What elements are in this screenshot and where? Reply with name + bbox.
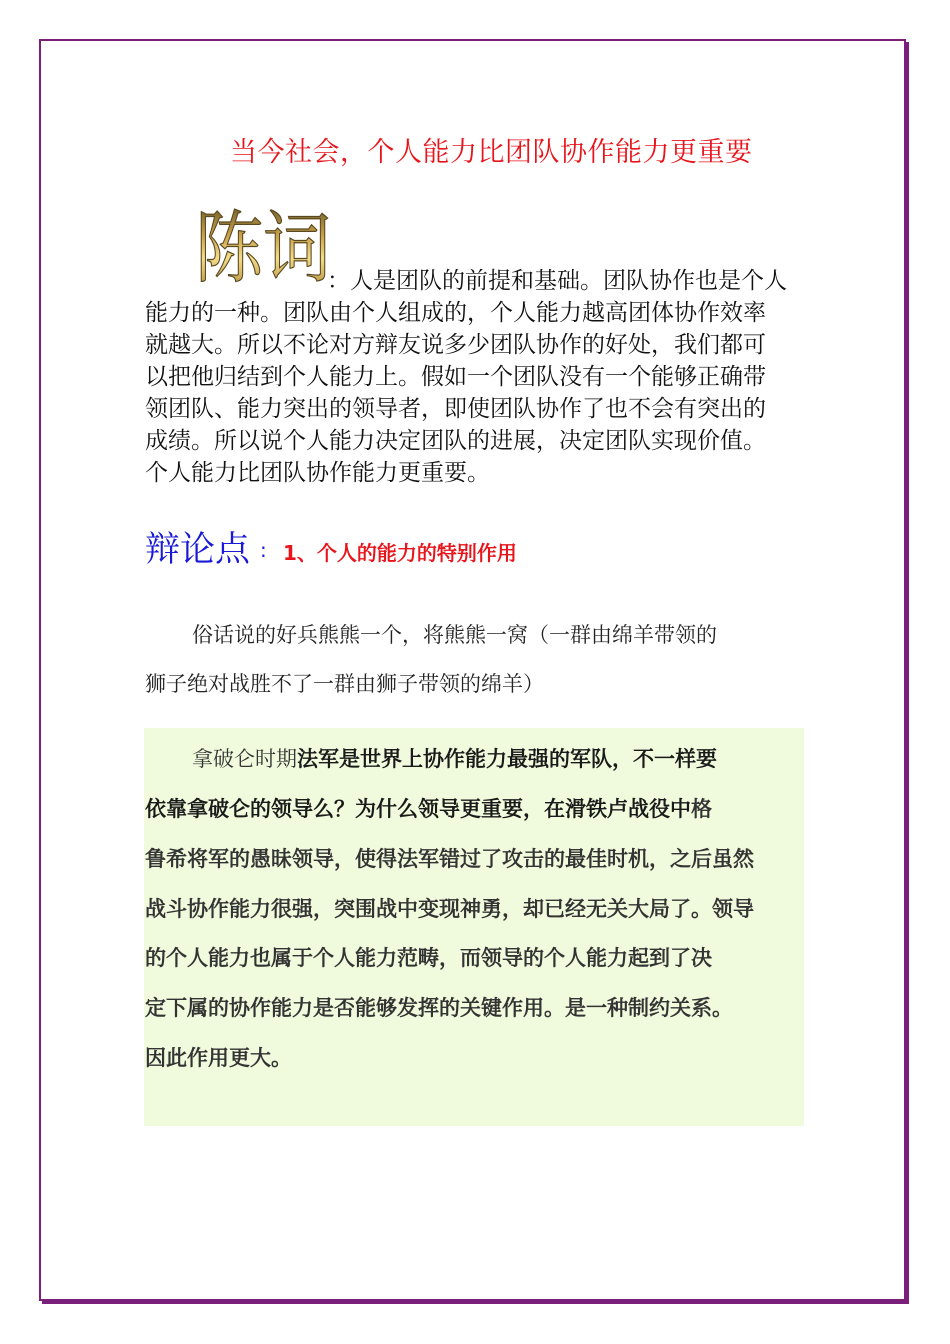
intro-line: 个人能力比团队协作能力更重要。 (145, 460, 490, 486)
wordart-chenci (193, 195, 335, 294)
svg-text:陈词: 陈词 (195, 204, 331, 294)
highlight-text-bold: 法军是世界上协作能力最强的军队，不一样要 (297, 747, 717, 771)
intro-line: 成绩。所以说个人能力决定团队的进展，决定团队实现价值。 (145, 428, 766, 454)
highlight-text-bold: 依靠拿破仑的领导么？为什么领导更重要，在滑铁卢战役中 (145, 797, 691, 821)
wordart-graphic (193, 195, 335, 294)
highlight-line: 的个人能力也属于个人能力范畴，而领导的个人能力起到了决 (145, 946, 712, 970)
highlight-line: 定下属的协作能力是否能够发挥的关键作用。是一种制约关系。 (145, 996, 733, 1020)
intro-line: 以把他归结到个人能力上。假如一个团队没有一个能够正确带 (145, 364, 766, 390)
document-title: 当今社会，个人能力比团队协作能力更重要 (230, 137, 753, 168)
highlight-line: 鲁希将军的愚昧领导，使得法军错过了攻击的最佳时机，之后虽然 (145, 847, 754, 871)
proverb-line-1: 俗话说的好兵熊熊一个，将熊熊一窝（一群由绵羊带领的 (192, 623, 717, 647)
highlight-line-2 (145, 793, 712, 823)
intro-line: 就越大。所以不论对方辩友说多少团队协作的好处，我们都可 (145, 332, 766, 358)
highlight-text-normal: 格 (691, 797, 712, 821)
intro-first-line: ：人是团队的前提和基础。团队协作也是个人 (327, 268, 787, 294)
intro-line: 领团队、能力突出的领导者，即使团队协作了也不会有突出的 (145, 396, 766, 422)
proverb-line-2: 狮子绝对战胜不了一群由狮子带领的绵羊） (145, 672, 544, 696)
highlight-line: 因此作用更大。 (145, 1046, 292, 1070)
argument-heading-label: 辩论点 (145, 530, 251, 570)
intro-line: 能力的一种。团队由个人组成的，个人能力越高团体协作效率 (145, 300, 766, 326)
highlight-line: 战斗协作能力很强，突围战中变现神勇，却已经无关大局了。领导 (145, 897, 754, 921)
highlight-line-1 (192, 743, 717, 773)
argument-heading-colon: : (260, 538, 267, 562)
highlight-text-normal: 拿破仑时期 (192, 747, 297, 771)
argument-point-title: 1、个人的能力的特别作用 (283, 541, 517, 565)
